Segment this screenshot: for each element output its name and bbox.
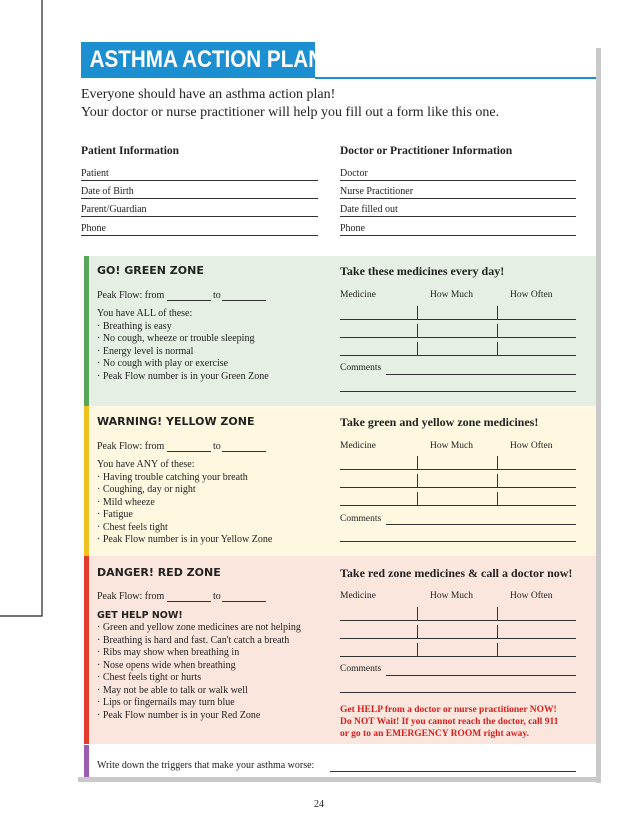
- red-symptom-item: · Chest feels tight or hurts: [97, 672, 202, 683]
- green-how-much-col: How Much: [430, 290, 474, 300]
- red-medicine-row-line[interactable]: [340, 656, 576, 657]
- yellow-how-much-col: How Much: [430, 441, 474, 451]
- yellow-row-divider: [417, 474, 418, 488]
- green-zone-bar: [84, 256, 89, 406]
- yellow-medicine-row-line[interactable]: [340, 487, 576, 488]
- patient-field-label: Patient: [81, 168, 109, 179]
- yellow-zone-title: WARNING! YELLOW ZONE: [97, 415, 255, 428]
- green-row-divider: [417, 306, 418, 320]
- guardian-field-label: Parent/Guardian: [81, 204, 147, 215]
- yellow-zone-lead: You have ANY of these:: [97, 459, 195, 470]
- red-zone-lead: GET HELP NOW!: [97, 610, 183, 621]
- yellow-row-divider: [417, 456, 418, 470]
- red-zone-title: DANGER! RED ZONE: [97, 566, 221, 579]
- green-symptom-item: · Energy level is normal: [97, 346, 194, 357]
- green-peak-flow-to-line[interactable]: [222, 300, 266, 301]
- yellow-row-divider: [497, 492, 498, 506]
- green-zone-title: GO! GREEN ZONE: [97, 264, 204, 277]
- red-medicine-row-line[interactable]: [340, 620, 576, 621]
- yellow-peak-flow-to: to: [213, 441, 221, 452]
- green-peak-flow-from-line[interactable]: [167, 300, 211, 301]
- yellow-peak-flow-from-line[interactable]: [167, 451, 211, 452]
- red-symptom-item: · Breathing is hard and fast. Can't catch a breath: [97, 635, 290, 646]
- red-how-much-col: How Much: [430, 591, 474, 601]
- doctor-info-header: Doctor or Practitioner Information: [340, 145, 513, 157]
- guardian-field-line[interactable]: [81, 216, 318, 217]
- green-medicine-col: Medicine: [340, 290, 376, 300]
- patient-phone-field-line[interactable]: [81, 235, 318, 236]
- red-row-divider: [497, 607, 498, 621]
- yellow-symptom-item: · Fatigue: [97, 509, 133, 520]
- doctor-field-line[interactable]: [340, 180, 576, 181]
- green-medicine-row-line[interactable]: [340, 319, 576, 320]
- red-symptom-item: · Ribs may show when breathing in: [97, 647, 240, 658]
- yellow-zone-medicines-title: Take green and yellow zone medicines!: [340, 415, 539, 429]
- title-banner: [81, 42, 324, 78]
- red-medicine-col: Medicine: [340, 591, 376, 601]
- green-symptom-item: · No cough, wheeze or trouble sleeping: [97, 333, 255, 344]
- red-symptom-item: · May not be able to talk or walk well: [97, 685, 248, 696]
- red-peak-flow-to: to: [213, 591, 221, 602]
- doctor-phone-field-label: Phone: [340, 223, 365, 234]
- red-row-divider: [417, 625, 418, 639]
- patient-info-header: Patient Information: [81, 145, 180, 157]
- red-zone-warning-line: or go to an EMERGENCY ROOM right away.: [340, 729, 529, 739]
- green-row-divider: [497, 342, 498, 356]
- yellow-comments-label: Comments: [340, 514, 382, 524]
- triggers-bar: [84, 745, 89, 777]
- title-rule: [315, 77, 596, 79]
- green-peak-flow-to: to: [213, 290, 221, 301]
- page-shadow-bottom: [78, 777, 601, 782]
- yellow-symptom-item: · Peak Flow number is in your Yellow Zone: [97, 534, 273, 545]
- page-shadow-right: [596, 48, 601, 783]
- red-zone-warning-line: Get HELP from a doctor or nurse practitioner NOW!: [340, 705, 557, 715]
- red-symptom-item: · Nose opens wide when breathing: [97, 660, 236, 671]
- doctor-phone-field-line[interactable]: [340, 235, 576, 236]
- date-filled-field-line[interactable]: [340, 216, 576, 217]
- intro-line-1: Everyone should have an asthma action plan!: [81, 87, 336, 102]
- yellow-symptom-item: · Coughing, day or night: [97, 484, 196, 495]
- page-number: 24: [314, 799, 324, 810]
- nurse-field-line[interactable]: [340, 198, 576, 199]
- green-medicine-row-line[interactable]: [340, 355, 576, 356]
- yellow-peak-flow-to-line[interactable]: [222, 451, 266, 452]
- green-row-divider: [417, 324, 418, 338]
- red-row-divider: [497, 625, 498, 639]
- dob-field-line[interactable]: [81, 198, 318, 199]
- green-row-divider: [417, 342, 418, 356]
- red-comments-label: Comments: [340, 664, 382, 674]
- red-symptom-item: · Lips or fingernails may turn blue: [97, 697, 235, 708]
- triggers-line[interactable]: [330, 771, 576, 772]
- green-comments-line[interactable]: [386, 374, 576, 375]
- yellow-row-divider: [417, 492, 418, 506]
- yellow-medicine-row-line[interactable]: [340, 469, 576, 470]
- green-zone-medicines-title: Take these medicines every day!: [340, 264, 505, 278]
- green-comments-label: Comments: [340, 363, 382, 373]
- green-medicine-row-line[interactable]: [340, 337, 576, 338]
- green-symptom-item: · Peak Flow number is in your Green Zone: [97, 371, 269, 382]
- red-row-divider: [417, 607, 418, 621]
- green-row-divider: [497, 306, 498, 320]
- yellow-comments-line[interactable]: [386, 524, 576, 525]
- red-symptom-item: · Peak Flow number is in your Red Zone: [97, 710, 261, 721]
- green-comments-line[interactable]: [340, 391, 576, 392]
- yellow-symptom-item: · Chest feels tight: [97, 522, 168, 533]
- date-filled-field-label: Date filled out: [340, 204, 398, 215]
- triggers-label: Write down the triggers that make your asthma worse:: [97, 760, 315, 771]
- patient-phone-field-label: Phone: [81, 223, 106, 234]
- red-zone-bar: [84, 556, 89, 744]
- red-row-divider: [497, 643, 498, 657]
- yellow-medicine-col: Medicine: [340, 441, 376, 451]
- yellow-how-often-col: How Often: [510, 441, 553, 451]
- red-medicine-row-line[interactable]: [340, 638, 576, 639]
- yellow-symptom-item: · Mild wheeze: [97, 497, 155, 508]
- green-row-divider: [497, 324, 498, 338]
- nurse-field-label: Nurse Practitioner: [340, 186, 414, 197]
- yellow-medicine-row-line[interactable]: [340, 505, 576, 506]
- yellow-symptom-item: · Having trouble catching your breath: [97, 472, 248, 483]
- yellow-peak-flow-from: Peak Flow: from: [97, 441, 165, 452]
- yellow-zone-bar: [84, 406, 89, 556]
- red-comments-line[interactable]: [340, 692, 576, 693]
- red-how-often-col: How Often: [510, 591, 553, 601]
- red-comments-line[interactable]: [386, 675, 576, 676]
- patient-field-line[interactable]: [81, 180, 318, 181]
- red-zone-warning-line: Do NOT Wait! If you cannot reach the doctor, call 911: [340, 717, 559, 727]
- red-peak-flow-to-line[interactable]: [222, 601, 266, 602]
- green-symptom-item: · Breathing is easy: [97, 321, 172, 332]
- red-peak-flow-from-line[interactable]: [167, 601, 211, 602]
- red-symptom-item: · Green and yellow zone medicines are not helping: [97, 622, 301, 633]
- page-title: ASTHMA ACTION PLAN: [89, 46, 324, 73]
- yellow-comments-line[interactable]: [340, 541, 576, 542]
- green-symptom-item: · No cough with play or exercise: [97, 358, 229, 369]
- red-peak-flow-from: Peak Flow: from: [97, 591, 165, 602]
- green-how-often-col: How Often: [510, 290, 553, 300]
- red-zone-medicines-title: Take red zone medicines & call a doctor now!: [340, 566, 573, 580]
- doctor-field-label: Doctor: [340, 168, 368, 179]
- dob-field-label: Date of Birth: [81, 186, 134, 197]
- green-zone-lead: You have ALL of these:: [97, 308, 193, 319]
- red-row-divider: [417, 643, 418, 657]
- yellow-row-divider: [497, 456, 498, 470]
- yellow-row-divider: [497, 474, 498, 488]
- green-peak-flow-from: Peak Flow: from: [97, 290, 165, 301]
- intro-line-2: Your doctor or nurse practitioner will help you fill out a form like this one.: [81, 105, 500, 120]
